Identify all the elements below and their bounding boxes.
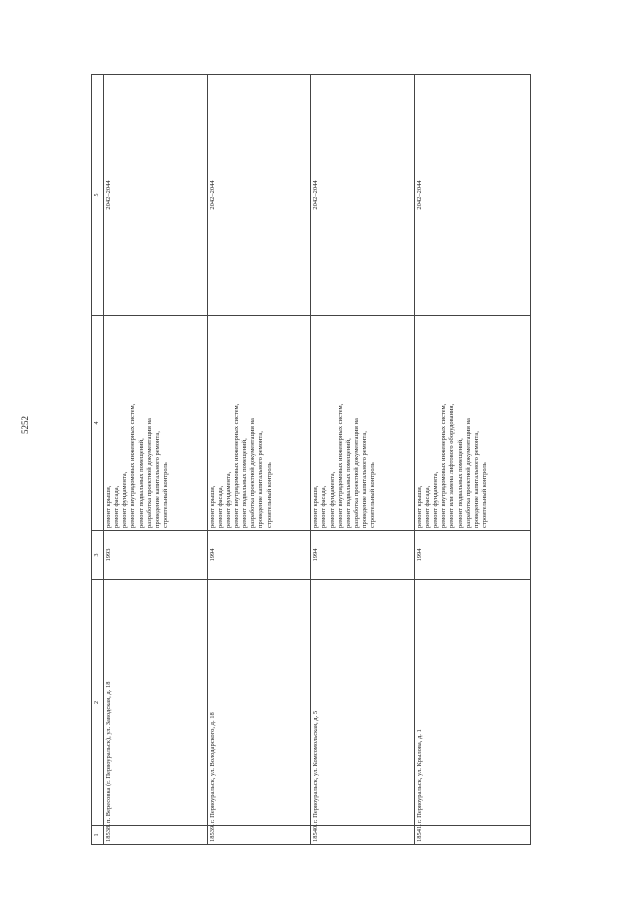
table-row <box>104 75 208 845</box>
works-line: разработка проектной документации на <box>249 418 257 528</box>
row-number: 18539. <box>207 826 311 845</box>
works-line: ремонт фундамента, <box>121 471 129 528</box>
address-cell: г. Первоуральск, ул. Крылова, д. 1 <box>414 580 530 826</box>
works-line: ремонт внутридомовых инженерных систем, <box>440 403 448 528</box>
address-cell: г. Первоуральск, ул. Володарского, д. 18 <box>207 580 311 826</box>
year-cell: 1994 <box>311 531 415 580</box>
address-cell: п. Вересовка (г. Первоуральск), ул. Заводская, д. 18 <box>104 580 208 826</box>
repair-schedule-table <box>91 74 531 845</box>
period-cell: 2042–2044 <box>104 75 208 316</box>
works-line: ремонт крыши, <box>208 485 216 528</box>
works-line: проведение капитального ремонта, <box>153 431 161 528</box>
works-line: ремонт фасада, <box>113 485 121 528</box>
works-line: ремонт крыши, <box>312 485 320 528</box>
works-cell <box>311 316 415 531</box>
works-line: ремонт внутридомовых инженерных систем, <box>336 403 344 528</box>
rotated-table-wrapper <box>91 75 531 845</box>
works-line: ремонт фундамента, <box>328 471 336 528</box>
period-cell: 2042–2044 <box>311 75 415 316</box>
year-cell: 1994 <box>414 531 530 580</box>
works-line: ремонт подвальных помещений, <box>241 438 249 528</box>
table-row <box>311 75 415 845</box>
column-header-4: 4 <box>92 316 104 531</box>
works-line: разработка проектной документации на <box>145 418 153 528</box>
works-line: ремонт внутридомовых инженерных систем, <box>233 403 241 528</box>
works-line: разработка проектной документации на <box>352 418 360 528</box>
works-line: ремонт подвальных помещений, <box>344 438 352 528</box>
page-number: 5252 <box>20 416 30 434</box>
table-row <box>414 75 530 845</box>
works-line: ремонт внутридомовых инженерных систем, <box>129 403 137 528</box>
works-line: строительный контроль <box>369 462 377 528</box>
row-number: 18540. <box>311 826 415 845</box>
row-number: 18541. <box>414 826 530 845</box>
works-line: проведение капитального ремонта, <box>361 431 369 528</box>
works-cell <box>414 316 530 531</box>
works-line: ремонт фасада, <box>320 485 328 528</box>
works-line: ремонт подвальных помещений, <box>137 438 145 528</box>
column-header-3: 3 <box>92 531 104 580</box>
row-number: 18538. <box>104 826 208 845</box>
works-line: строительный контроль <box>161 462 169 528</box>
works-line: строительный контроль <box>265 462 273 528</box>
works-cell <box>207 316 311 531</box>
header-row <box>92 75 104 845</box>
column-header-2: 2 <box>92 580 104 826</box>
period-cell: 2042–2044 <box>207 75 311 316</box>
works-line: ремонт фундамента, <box>224 471 232 528</box>
works-line: проведение капитального ремонта, <box>257 431 265 528</box>
works-line: ремонт крыши, <box>105 485 112 528</box>
works-line: ремонт подвальных помещений, <box>456 438 464 528</box>
works-line: ремонт фасада, <box>424 485 432 528</box>
works-line: ремонт фасада, <box>216 485 224 528</box>
table-row <box>207 75 311 845</box>
works-line: строительный контроль <box>480 462 488 528</box>
works-line: разработка проектной документации на <box>464 418 472 528</box>
year-cell: 1993 <box>104 531 208 580</box>
works-cell <box>104 316 208 531</box>
period-cell: 2042–2044 <box>414 75 530 316</box>
works-line: ремонт фундамента, <box>432 471 440 528</box>
year-cell: 1994 <box>207 531 311 580</box>
column-header-5: 5 <box>92 75 104 316</box>
works-line: ремонт крыши, <box>415 485 423 528</box>
works-line: ремонт или замена лифтового оборудования, <box>448 403 456 528</box>
works-line: проведение капитального ремонта, <box>472 431 480 528</box>
column-header-1: 1 <box>92 826 104 845</box>
address-cell: г. Первоуральск, ул. Комсомольская, д. 5 <box>311 580 415 826</box>
